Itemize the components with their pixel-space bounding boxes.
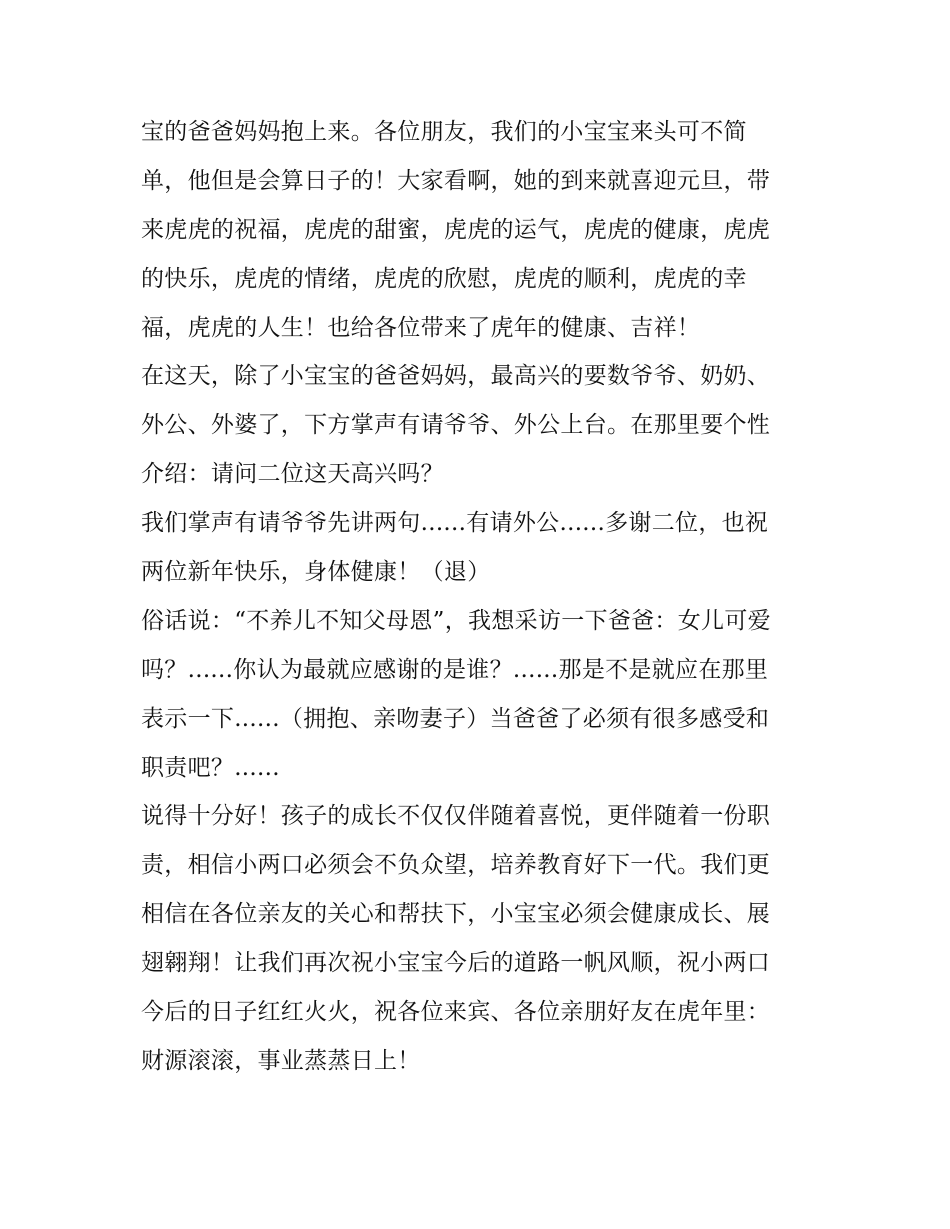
text-line: 今后的日子红红火火，祝各位来宾、各位亲朋好友在虎年里： [141, 999, 771, 1026]
text-line: 单，他但是会算日子的！大家看啊，她的到来就喜迎元旦，带 [141, 167, 771, 194]
text-line: 的快乐，虎虎的情绪，虎虎的欣慰，虎虎的顺利，虎虎的幸 [141, 265, 747, 292]
text-line: 介绍：请问二位这天高兴吗？ [141, 461, 444, 488]
text-line: 俗话说：“不养儿不知父母恩”，我想采访一下爸爸：女儿可爱 [141, 607, 771, 634]
text-line: 两位新年快乐，身体健康！（退） [141, 559, 491, 586]
text-line: 财源滚滚，事业蒸蒸日上！ [141, 1047, 421, 1074]
text-line: 来虎虎的祝福，虎虎的甜蜜，虎虎的运气，虎虎的健康，虎虎 [141, 216, 771, 243]
document-body [141, 108, 821, 1086]
text-line: 外公、外婆了，下方掌声有请爷爷、外公上台。在那里要个性 [141, 412, 771, 439]
text-line: 相信在各位亲友的关心和帮扶下，小宝宝必须会健康成长、展 [141, 901, 771, 928]
text-line: 宝的爸爸妈妈抱上来。各位朋友，我们的小宝宝来头可不简 [141, 119, 747, 145]
text-line: 福，虎虎的人生！也给各位带来了虎年的健康、吉祥！ [141, 314, 701, 341]
text-line: 表示一下......（拥抱、亲吻妻子）当爸爸了必须有很多感受和 [141, 705, 770, 732]
text-line: 在这天，除了小宝宝的爸爸妈妈，最高兴的要数爷爷、奶奶、 [141, 363, 771, 390]
text-line: 我们掌声有请爷爷先讲两句......有请外公......多谢二位，也祝 [141, 510, 769, 537]
text-line: 责，相信小两口必须会不负众望，培养教育好下一代。我们更 [141, 852, 771, 879]
text-line: 职责吧？...... [141, 754, 280, 781]
text-line: 吗？......你认为最就应感谢的是谁？......那是不是就应在那里 [141, 656, 769, 683]
text-line: 说得十分好！孩子的成长不仅仅伴随着喜悦，更伴随着一份职 [141, 803, 771, 830]
text-line: 翅翱翔！让我们再次祝小宝宝今后的道路一帆风顺，祝小两口 [141, 950, 771, 977]
